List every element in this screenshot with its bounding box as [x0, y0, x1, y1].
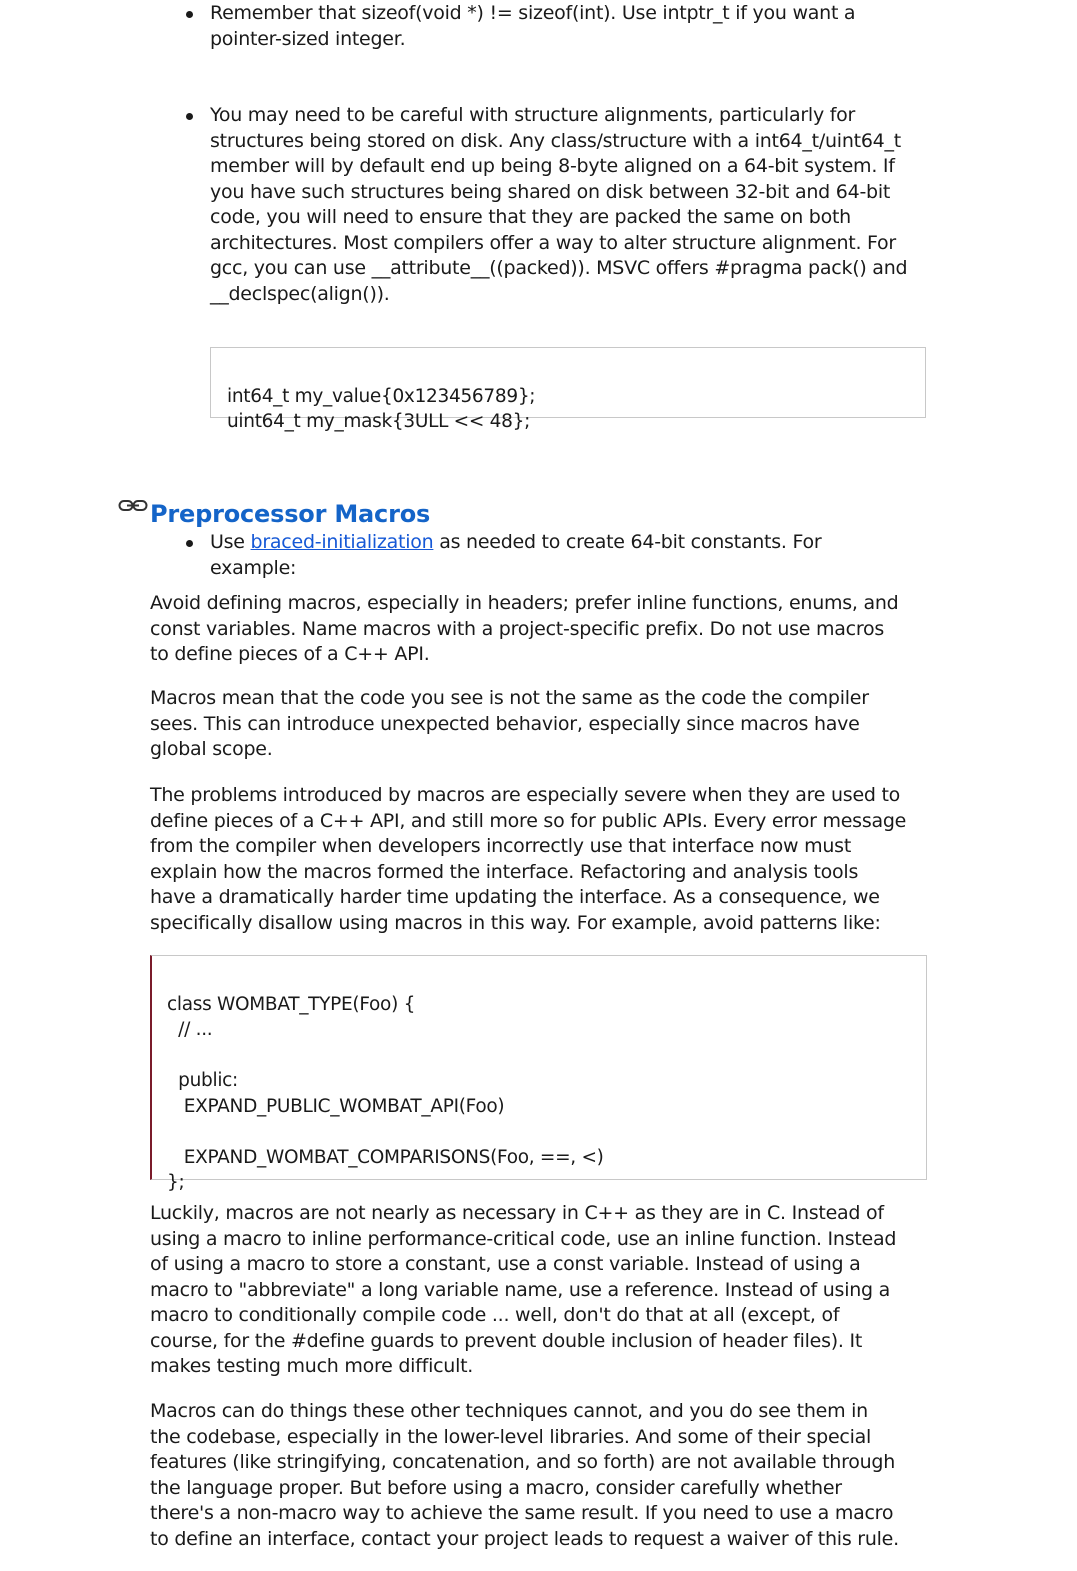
- text-line: you have such structures being shared on disk between 32-bit and 64-bit: [210, 180, 891, 203]
- text-line: of using a macro to store a constant, use a const variable. Instead of using a: [150, 1253, 861, 1275]
- text-line: architectures. Most compilers offer a way to alter structure alignment. For: [210, 231, 896, 254]
- code-line: };: [167, 1172, 185, 1193]
- braced-initialization-link[interactable]: braced-initialization: [250, 531, 434, 553]
- text-line: gcc, you can use __attribute__((packed)). MSVC offers #pragma pack() and: [210, 257, 908, 279]
- paragraph-macros-meaning: [150, 686, 940, 763]
- text-line: structures being stored on disk. Any class/structure with a int64_t/uint64_t: [210, 129, 901, 152]
- text-line: __declspec(align()).: [210, 282, 390, 305]
- code-example-constants: [210, 347, 926, 432]
- text-line: explain how the macros formed the interface. Refactoring and analysis tools: [150, 860, 859, 883]
- paragraph-luckily: [150, 1201, 940, 1380]
- text-line: the language proper. But before using a macro, consider carefully whether: [150, 1476, 842, 1499]
- code-line: // ...: [167, 1019, 213, 1040]
- paragraph-macros-can-do: [150, 1399, 940, 1552]
- text-line: pointer-sized integer.: [210, 27, 406, 50]
- text-line: Avoid defining macros, especially in headers; prefer inline functions, enums, and: [150, 592, 899, 614]
- text-line: macro to conditionally compile code ... well, don't do that at all (except, of: [150, 1304, 840, 1326]
- text-line: using a macro to inline performance-critical code, use an inline function. Instead: [150, 1227, 897, 1250]
- text-line: define pieces of a C++ API, and still more so for public APIs. Every error message: [150, 809, 907, 832]
- section-title: Preprocessor Macros: [150, 500, 431, 528]
- code-line: public:: [167, 1070, 238, 1091]
- paragraph-macro-problems: [150, 783, 940, 936]
- text-line: to define an interface, contact your project leads to request a waiver of this rule.: [150, 1527, 899, 1550]
- code-line: int64_t my_value{0x123456789};: [227, 385, 536, 407]
- text-segment: as needed to create 64-bit constants. For: [433, 531, 822, 553]
- text-line: member will by default end up being 8-byte aligned on a 64-bit system. If: [210, 155, 895, 177]
- text-line: const variables. Name macros with a project-specific prefix. Do not use macros: [150, 617, 885, 640]
- text-line: Remember that sizeof(void *) != sizeof(int). Use intptr_t if you want a: [210, 2, 856, 24]
- text-line: course, for the #define guards to prevent double inclusion of header files). It: [150, 1329, 863, 1352]
- text-line: Macros mean that the code you see is not the same as the code the compiler: [150, 687, 869, 709]
- text-line: the codebase, especially in the lower-level libraries. And some of their special: [150, 1425, 872, 1448]
- text-line: to define pieces of a C++ API.: [150, 643, 430, 665]
- link-icon[interactable]: [118, 497, 148, 515]
- text-line: code, you will need to ensure that they are packed the same on both: [210, 206, 851, 228]
- text-line: features (like stringifying, concatenation, and so forth) are not available through: [150, 1451, 895, 1473]
- section-heading: [118, 494, 430, 534]
- text-line: macro to "abbreviate" a long variable name, use a reference. Instead of using a: [150, 1278, 891, 1301]
- text-line: from the compiler when developers incorrectly use that interface now must: [150, 835, 852, 857]
- text-line: have a dramatically harder time updating the interface. As a consequence, we: [150, 886, 880, 908]
- code-example-wombat: [150, 955, 927, 1193]
- text-line: sees. This can introduce unexpected behavior, especially since macros have: [150, 712, 860, 735]
- text-line: there's a non-macro way to achieve the same result. If you need to use a macro: [150, 1502, 894, 1524]
- code-line: uint64_t my_mask{3ULL << 48};: [227, 411, 531, 432]
- text-line: specifically disallow using macros in this way. For example, avoid patterns like:: [150, 911, 881, 934]
- bullet-item-braced-init: [150, 530, 930, 581]
- text-segment: Use: [210, 531, 251, 553]
- text-line: Luckily, macros are not nearly as necessary in C++ as they are in C. Instead of: [150, 1202, 884, 1224]
- text-line: The problems introduced by macros are especially severe when they are used to: [150, 784, 901, 806]
- text-line: makes testing much more difficult.: [150, 1355, 474, 1377]
- text-line: You may need to be careful with structure alignments, particularly for: [210, 104, 856, 126]
- code-line: EXPAND_PUBLIC_WOMBAT_API(Foo): [167, 1095, 505, 1117]
- code-line: class WOMBAT_TYPE(Foo) {: [167, 993, 416, 1015]
- bullet-item-alignment: [150, 103, 930, 307]
- code-line: EXPAND_WOMBAT_COMPARISONS(Foo, ==, <): [167, 1146, 604, 1168]
- text-line: global scope.: [150, 738, 273, 760]
- paragraph-avoid-macros: [150, 591, 940, 668]
- text-line: example:: [210, 556, 297, 579]
- bullet-item-sizeof: [150, 1, 930, 52]
- text-line: Macros can do things these other techniques cannot, and you do see them in: [150, 1400, 868, 1422]
